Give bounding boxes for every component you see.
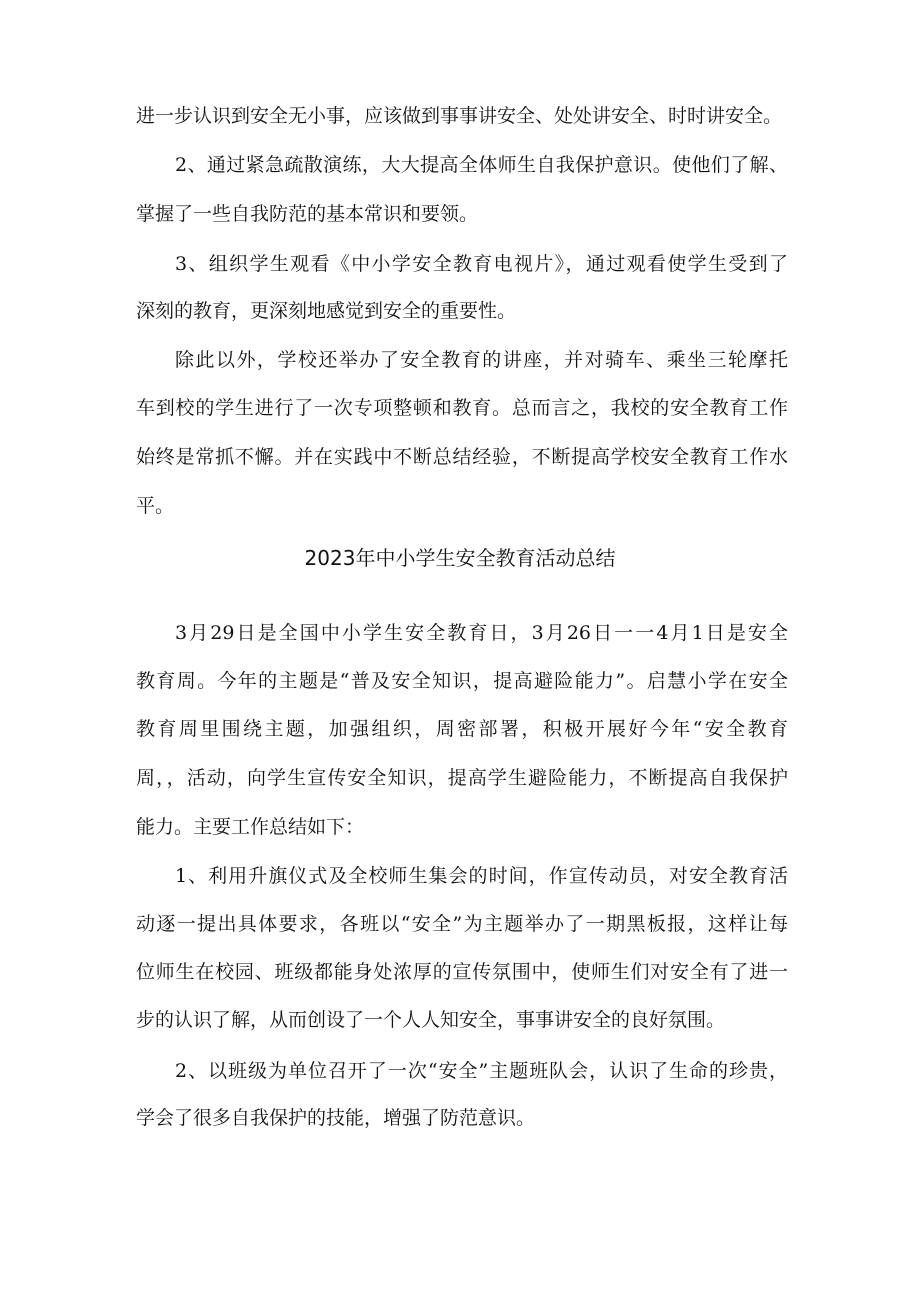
paragraph-line: 2、通过紧急疏散演练，大大提高全体师生自我保护意识。使他们了解、 [175, 154, 788, 176]
paragraph-line: 3、组织学生观看《中小学安全教育电视片》，通过观看使学生受到了 [175, 253, 788, 275]
paragraph-line: 教育周里围绕主题，加强组织，周密部署，积极开展好今年“安全教育 [136, 718, 788, 740]
document-title: 2023年中小学生安全教育活动总结 [304, 546, 616, 570]
paragraph-line: 学会了很多自我保护的技能，增强了防范意识。 [136, 1107, 536, 1129]
paragraph-line: 除此以外，学校还举办了安全教育的讲座，并对骑车、乘坐三轮摩托 [175, 349, 788, 371]
paragraph-line: 步的认识了解，从而创设了一个人人知安全，事事讲安全的良好氛围。 [136, 1009, 726, 1031]
paragraph-line: 车到校的学生进行了一次专项整顿和教育。总而言之，我校的安全教育工作 [136, 397, 788, 419]
paragraph-line: 能力。主要工作总结如下： [136, 816, 365, 838]
paragraph-line: 周，，活动，向学生宣传安全知识，提高学生避险能力，不断提高自我保护 [136, 767, 788, 789]
paragraph-line: 始终是常抓不懈。并在实践中不断总结经验，不断提高学校安全教育工作水 [136, 446, 788, 468]
paragraph-line: 掌握了一些自我防范的基本常识和要领。 [136, 203, 479, 225]
paragraph-line: 教育周。今年的主题是“普及安全知识，提高避险能力”。启慧小学在安全 [136, 670, 788, 692]
paragraph-line: 1、利用升旗仪式及全校师生集会的时间，作宣传动员，对安全教育活 [175, 865, 788, 887]
paragraph-line: 深刻的教育，更深刻地感觉到安全的重要性。 [136, 300, 517, 322]
paragraph-line: 平。 [136, 495, 175, 517]
paragraph-line: 进一步认识到安全无小事，应该做到事事讲安全、处处讲安全、时时讲安全。 [136, 105, 783, 127]
paragraph-line: 3月29日是全国中小学生安全教育日，3月26日一一4月1日是安全 [175, 622, 788, 644]
paragraph-line: 动逐一提出具体要求，各班以“安全”为主题举办了一期黑板报，这样让每 [136, 913, 788, 935]
paragraph-line: 2、以班级为单位召开了一次“安全”主题班队会，认识了生命的珍贵， [175, 1060, 788, 1082]
paragraph-line: 位师生在校园、班级都能身处浓厚的宣传氛围中，使师生们对安全有了进一 [136, 961, 788, 983]
